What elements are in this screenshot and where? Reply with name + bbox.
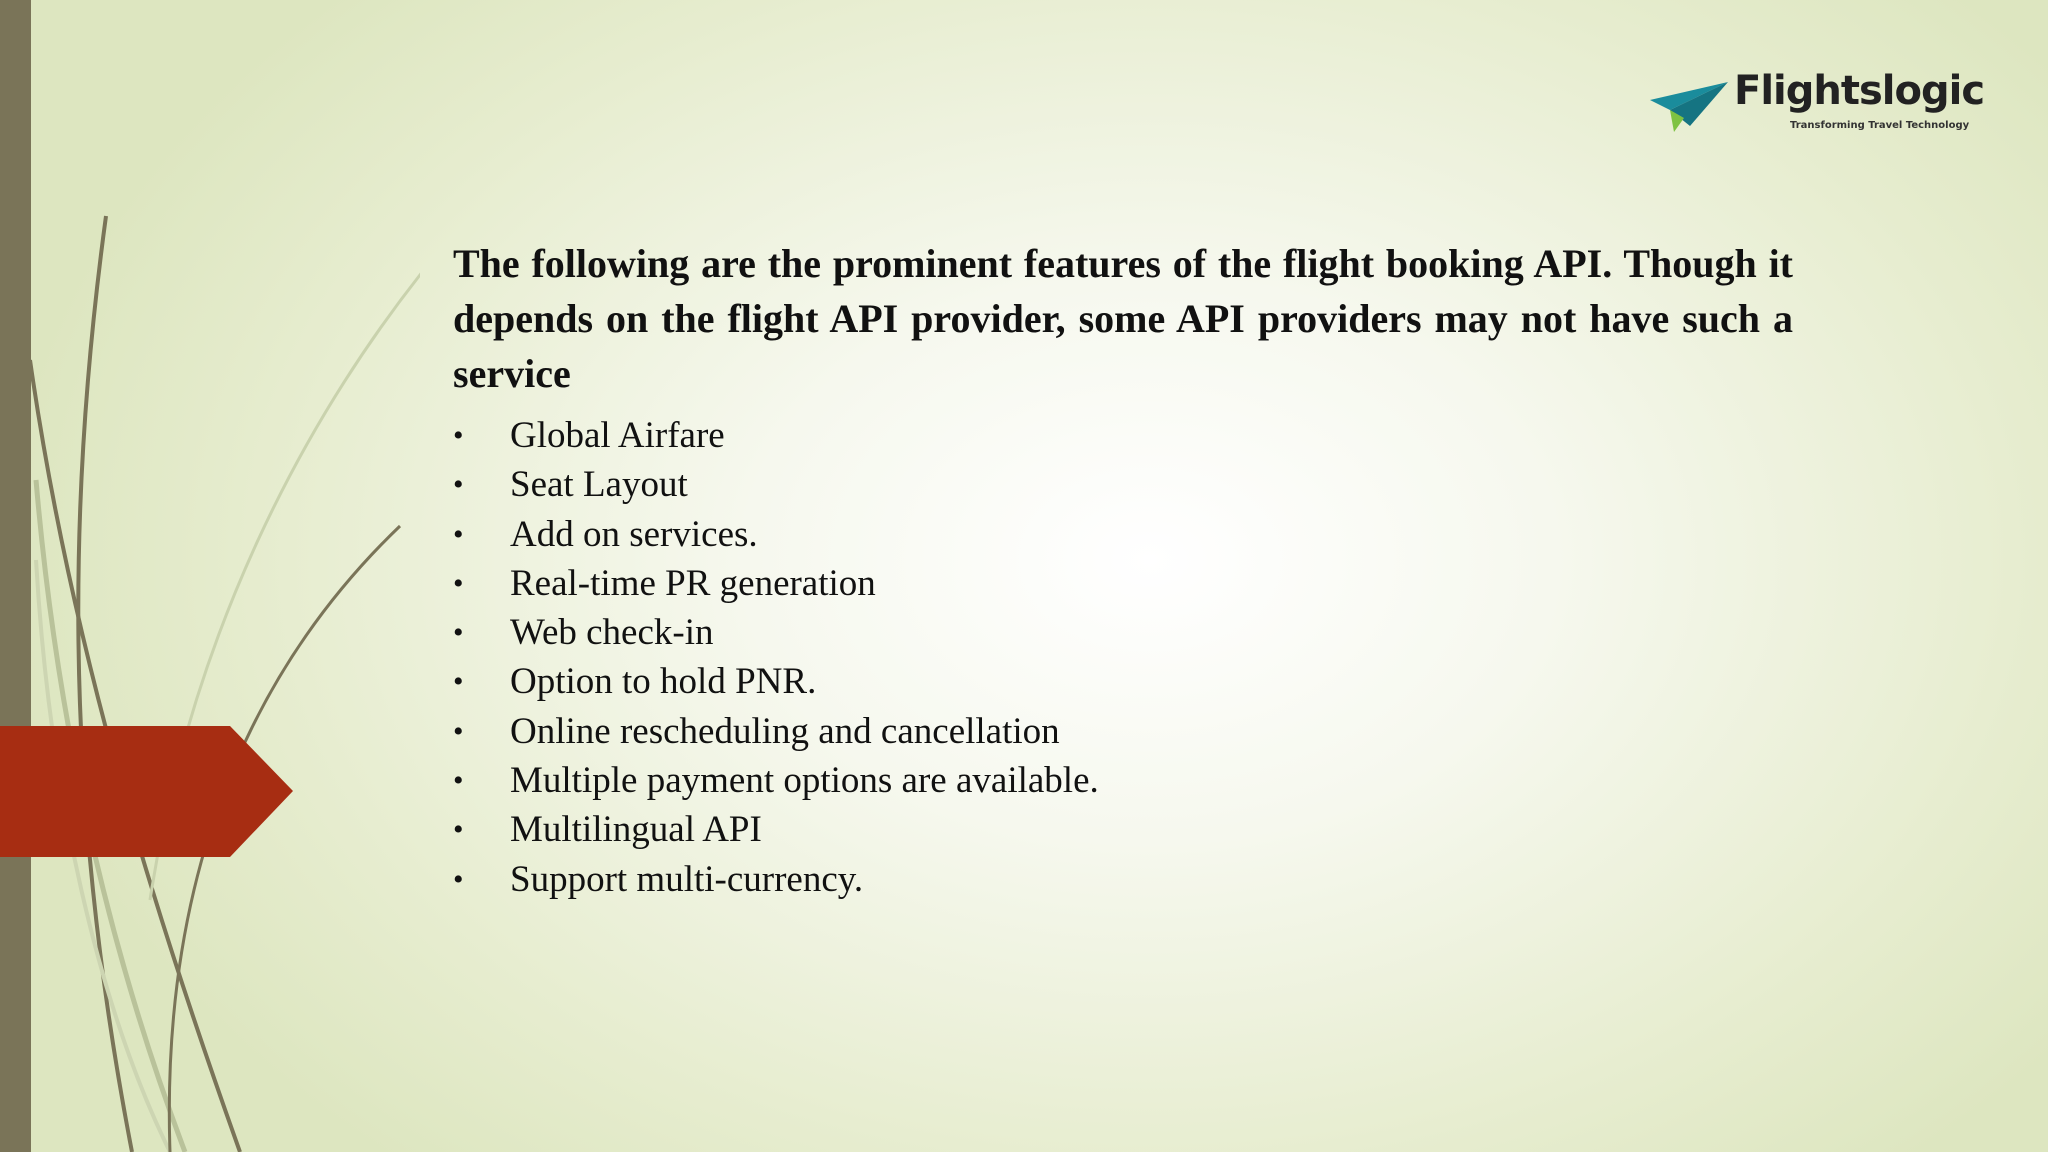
bullet: •: [453, 813, 464, 847]
bullet: •: [453, 616, 464, 650]
red-arrow-tag: [0, 726, 293, 857]
feature-text: Seat Layout: [510, 464, 688, 506]
feature-item: [453, 756, 1793, 805]
brand-tagline: Transforming Travel Technology: [1790, 120, 1970, 131]
feature-text: Multilingual API: [510, 809, 762, 851]
feature-text: Global Airfare: [510, 415, 725, 456]
bullet: •: [453, 665, 464, 699]
feature-text: Support multi-currency.: [510, 858, 864, 900]
paper-plane-icon: [1650, 74, 1730, 134]
brand-name: Flightslogic: [1734, 68, 1985, 114]
decorative-curves: [0, 0, 420, 1152]
bullet: •: [453, 468, 464, 502]
bullet: •: [453, 517, 464, 551]
feature-item: [453, 855, 1793, 904]
bullet: •: [453, 764, 464, 798]
slide-content: [453, 236, 1793, 904]
feature-text: Online rescheduling and cancellation: [510, 710, 1060, 752]
feature-list: [453, 411, 1793, 904]
intro-paragraph: The following are the prominent features of the flight booking API. Though it depends on the flight API provider, some API providers may not have such a service: [453, 241, 1793, 396]
feature-item: [453, 411, 1793, 460]
feature-item: [453, 460, 1793, 509]
bullet: •: [453, 566, 464, 600]
feature-text: Web check-in: [510, 612, 714, 654]
brand-logo: [1650, 66, 1985, 146]
bullet: •: [453, 714, 464, 748]
feature-item: [453, 657, 1793, 706]
bullet: •: [453, 862, 464, 896]
feature-text: Add on services.: [510, 513, 758, 555]
feature-item: [453, 608, 1793, 657]
feature-item: [453, 805, 1793, 854]
feature-item: [453, 707, 1793, 756]
feature-text: Option to hold PNR.: [510, 661, 817, 703]
feature-item: [453, 559, 1793, 608]
feature-text: Multiple payment options are available.: [510, 760, 1099, 802]
feature-item: [453, 510, 1793, 559]
bullet: •: [453, 419, 464, 452]
feature-text: Real-time PR generation: [510, 562, 876, 604]
